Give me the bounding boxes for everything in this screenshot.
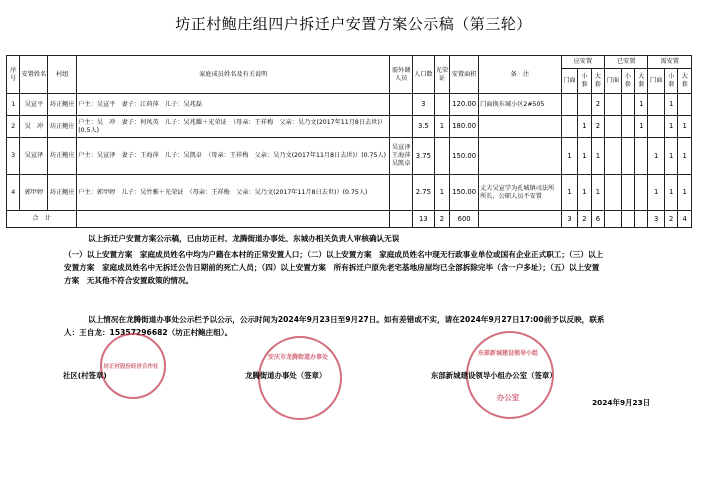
street-signature: 龙腾街道办事处（签章） (245, 371, 327, 380)
sub-men: 门面 (648, 69, 665, 94)
col-seq: 序号 (7, 56, 20, 94)
east-city-signature: 东部新城建设领导小组办公室（签章） (431, 371, 557, 380)
sub-small: 小套 (621, 69, 634, 94)
table-row: 4 郭甲婷 坊正鲍庄 户主：郭甲婷 儿子：吴竹雅＋光荣证 （母亲：王祥梅 父亲：吴乃文(2017年11月8日去世)）(0.75人) 2.75 1 150.00 丈夫吴宣学为孔城镇司法所所长，公职人员不安置 1 1 1 1 1 1 (7, 175, 692, 211)
village-signature: 社区(村签章) (63, 371, 107, 380)
street-office-stamp-text: 安庆市龙腾街道办事处 (267, 354, 328, 361)
publicity-notice: 以上情况在龙腾街道办事处公示栏予以公示，公示时间为2024年9月23日至9月27日。如有差错或不实，请在2024年9月27日17:00前予以反映，联系 人：王自龙：15357296682（坊正村鲍庄组）。 (64, 315, 605, 337)
village-stamp-text: 坊正村股份经济合作社 (103, 364, 159, 370)
col-pop: 人口数 (413, 56, 435, 94)
page-title: 坊正村鲍庄组四户拆迁户安置方案公示稿（第三轮） (175, 15, 532, 33)
sub-men: 门面 (561, 69, 578, 94)
col-group: 村组 (48, 56, 77, 94)
col-light: 光荣证 (434, 56, 449, 94)
table-row: 3 吴宣泽 坊正鲍庄 户主：吴宣泽 妻子：王海萍 儿子：吴凯卓 （母亲：王祥梅 父亲：吴乃文(2017年11月8日去世)）(0.75人) 吴宣泽 王海萍 吴凯卓 3.75 150.00 1 1 1 1 1 1 (7, 138, 692, 175)
col-done: 已安置 (605, 56, 648, 69)
resettlement-table (6, 55, 692, 228)
review-notice: 以上拆迁户安置方案公示稿，已由坊正村、龙腾街道办事处、东城办相关负责人审核确认无误 (88, 234, 400, 243)
sub-men: 门面 (605, 69, 622, 94)
col-remark: 备 注 (479, 56, 562, 94)
east-city-stamp-office: 办公室 (496, 393, 520, 402)
sub-big: 大套 (678, 69, 692, 94)
col-area: 安置面积 (450, 56, 479, 94)
col-count: 需外调人员 (390, 56, 413, 94)
header-row-1 (7, 56, 692, 69)
col-name: 安置姓名 (20, 56, 48, 94)
publish-date: 2024年9月23日 (592, 398, 651, 407)
col-need: 应安置 (561, 56, 604, 69)
table-row: 1 吴宣平 坊正鲍庄 户主：吴宣平 妻子：江荷萍 儿子：吴兆磊 3 120.00 门面换东城小区2#505 2 1 1 (7, 94, 692, 116)
sub-small: 小套 (664, 69, 677, 94)
col-still: 需安置 (648, 56, 692, 69)
total-label: 合 计 (7, 211, 77, 228)
policy-notes: （一）以上安置方案 家庭成员姓名中均为户籍在本村的正常安置人口；（二）以上安置方案 家庭成员姓名中现无行政事业单位或国有企业正式职工；（三）以上 安置方案 家庭成员姓名中无拆迁公告日期前的死亡人员；（四）以上安置方案 所有拆迁户原先老宅基地房屋均已全部拆除完毕（含一户多址）；（五）以上安置 方案 无其他不符合安置政策的情况。 (64, 250, 604, 285)
col-family: 家庭成员姓名及有关说明 (77, 56, 390, 94)
table-row: 2 吴 冲 坊正鲍庄 户主：吴 冲 妻子：何凤英 儿子：吴兆耀＋光荣证 （母亲：王祥梅 父亲：吴乃文(2017年11月8日去世)）(0.5人) 3.5 1 180.00 1 2 1 1 1 (7, 116, 692, 138)
sub-big: 大套 (591, 69, 604, 94)
east-city-stamp-text: 东部新城建设领导小组 (477, 350, 538, 357)
sub-big: 大套 (635, 69, 648, 94)
total-row: 合 计 13 2 600 3 2 6 3 2 4 (7, 211, 692, 228)
sub-small: 小套 (578, 69, 591, 94)
